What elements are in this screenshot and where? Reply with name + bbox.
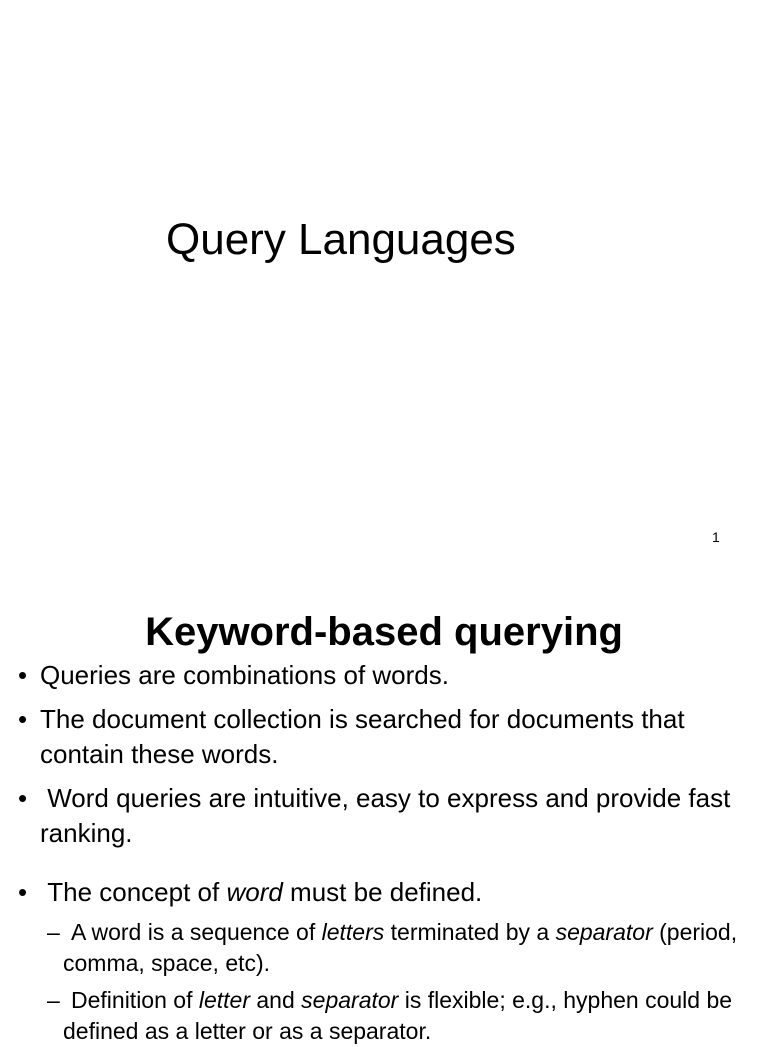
text-run: The concept of xyxy=(40,877,227,907)
sub-bullet-text xyxy=(63,985,760,1047)
bullet-marker: • xyxy=(18,783,28,813)
slide-2 xyxy=(0,576,768,1044)
sub-bullet-marker: – xyxy=(47,919,60,945)
bullet-marker: • xyxy=(18,704,28,734)
emphasis-text: letter xyxy=(198,987,250,1013)
text-run: must be defined. xyxy=(282,877,483,907)
sub-bullet-text xyxy=(63,917,760,979)
sub-bullet-marker: – xyxy=(47,987,60,1013)
emphasis-text: word xyxy=(226,877,283,907)
emphasis-text: separator xyxy=(301,987,399,1013)
bullet-text: The document collection is searched for documents that contain these words. xyxy=(40,704,685,769)
bullet-text: Queries are combinations of words. xyxy=(40,660,449,690)
slide-title: Query Languages xyxy=(166,215,516,264)
text-run: terminated by a xyxy=(384,919,556,945)
text-run: Definition of xyxy=(71,987,199,1013)
bullet-text: Word queries are intuitive, easy to express and provide fast ranking. xyxy=(40,783,738,848)
emphasis-text: letters xyxy=(321,919,385,945)
bullet-marker: • xyxy=(18,877,28,907)
slide-title: Keyword-based querying xyxy=(145,610,623,654)
text-run: and xyxy=(250,987,302,1013)
text-run: A word is a sequence of xyxy=(71,919,322,945)
text-run: (period, comma, space, etc). xyxy=(63,919,738,976)
emphasis-text: separator xyxy=(555,919,653,945)
bullet-text xyxy=(40,875,760,910)
bullet-marker: • xyxy=(18,660,28,690)
page-number: 1 xyxy=(712,529,720,545)
text-run: is flexible; e.g., hyphen could be defined as a letter or as a separator. xyxy=(63,987,733,1044)
